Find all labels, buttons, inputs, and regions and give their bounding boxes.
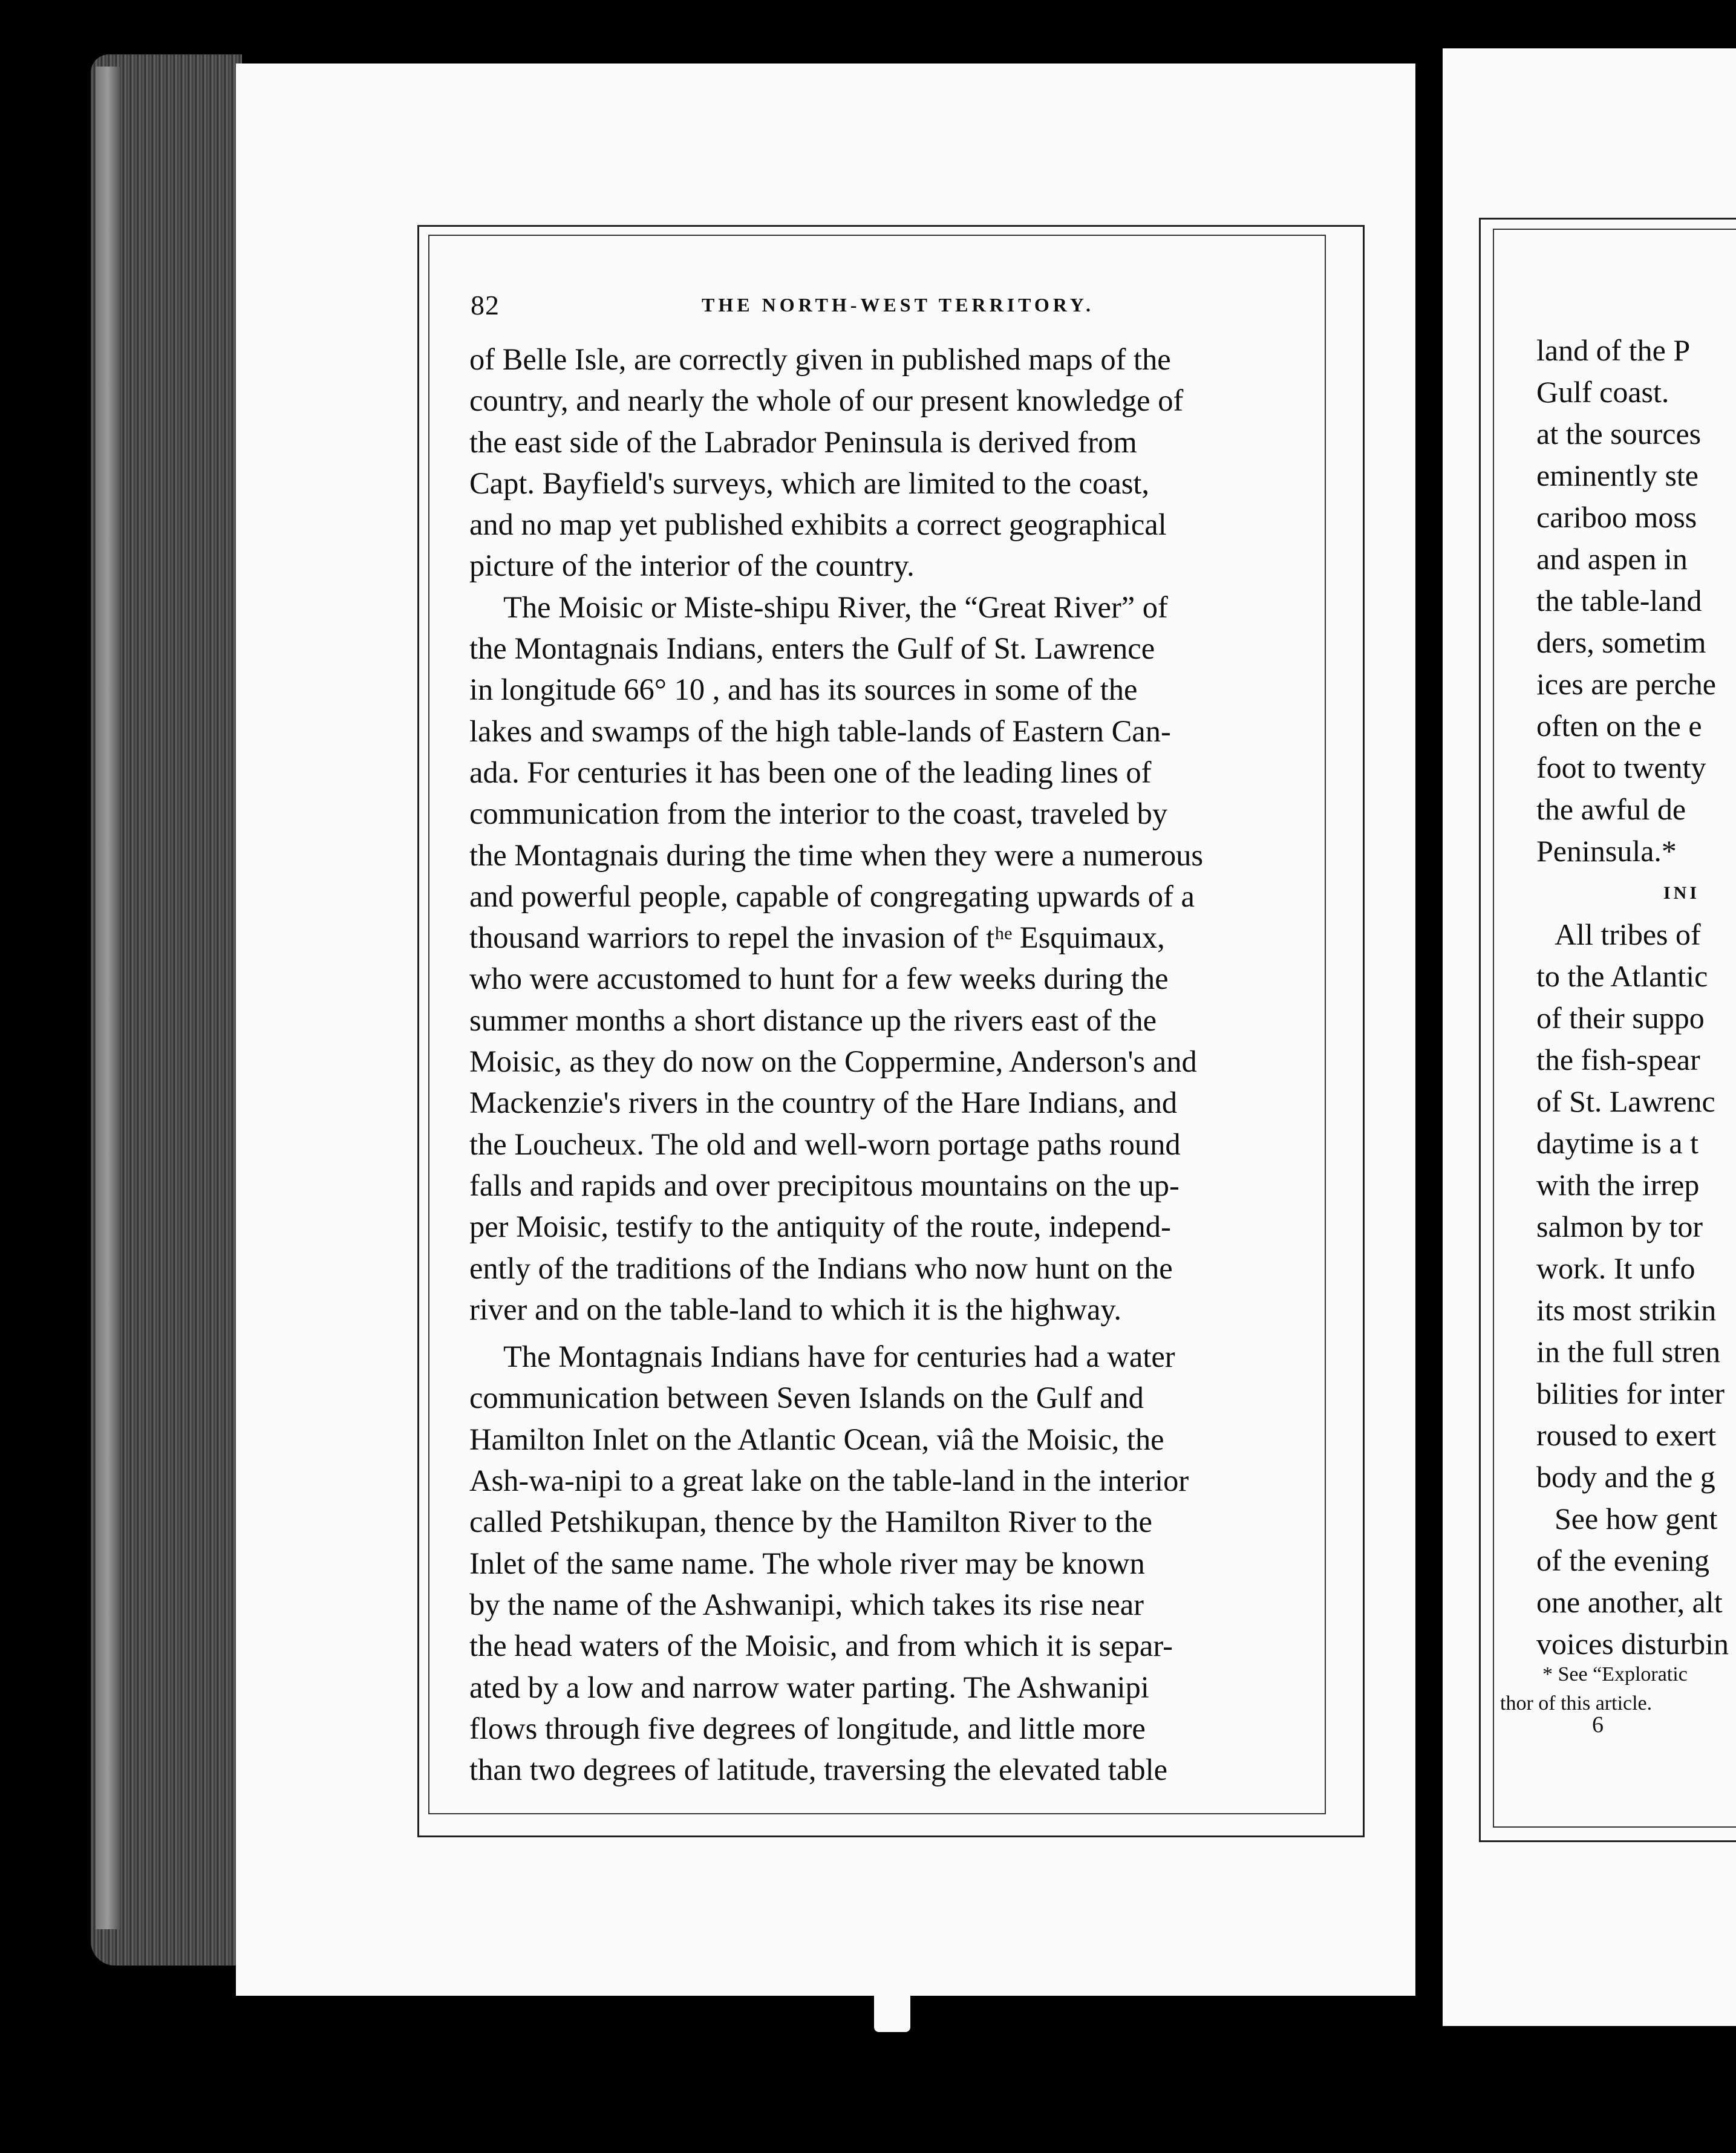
text-line: river and on the table-land to which it is the highway. [469,1292,1121,1326]
text-line: the Loucheux. The old and well-worn portage paths round [469,1127,1181,1161]
text-line: ated by a low and narrow water parting. The Ashwanipi [469,1670,1149,1704]
text-line: cariboo moss [1536,500,1697,534]
text-line: the Montagnais during the time when they were a numerous [469,838,1204,872]
text-line: ada. For centuries it has been one of the leading lines of [469,755,1152,789]
text-line: Ash-wa-nipi to a great lake on the table-land in the interior [469,1464,1189,1498]
text-line: the head waters of the Moisic, and from which it is separ- [469,1629,1173,1663]
text-line: foot to twenty [1536,751,1706,784]
text-line: than two degrees of latitude, traversing the elevated table [469,1753,1168,1787]
text-line: and aspen in [1536,542,1688,576]
text-line: often on the e [1536,709,1702,743]
text-line: communication from the interior to the coast, traveled by [469,796,1168,831]
text-line: Capt. Bayfield's surveys, which are limited to the coast, [469,466,1150,500]
text-line: Mackenzie's rivers in the country of the Hare Indians, and [469,1086,1178,1120]
text-line: the table-land [1536,584,1702,617]
text-line: to the Atlantic [1536,959,1708,993]
right-body-text [1536,330,1736,1665]
text-line: of Belle Isle, are correctly given in published maps of the [469,342,1171,376]
text-line: in the full stren [1536,1335,1721,1369]
text-line: the fish-spear [1536,1043,1700,1076]
text-line: by the name of the Ashwanipi, which takes its rise near [469,1587,1144,1621]
running-head [460,284,1319,321]
text-line: Moisic, as they do now on the Coppermine, Anderson's and [469,1044,1197,1079]
page-edges [96,67,120,1929]
text-line: Gulf coast. [1536,375,1669,409]
text-line: thousand warriors to repel the invasion of tʰᵉ Esquimaux, [469,920,1165,955]
text-line: flows through five degrees of longitude, and little more [469,1711,1146,1745]
text-line: at the sources [1536,417,1702,451]
text-line: in longitude 66° 10 , and has its sources in some of the [469,673,1138,707]
text-line: ices are perche [1536,667,1716,701]
text-line: daytime is a t [1536,1126,1698,1160]
text-line: country, and nearly the whole of our present knowledge of [469,383,1184,418]
text-line: one another, alt [1536,1585,1723,1619]
text-line: ently of the traditions of the Indians who now hunt on the [469,1251,1173,1285]
signature-mark: 6 [1592,1712,1604,1738]
running-title: THE NORTH-WEST TERRITORY. [702,294,1094,316]
right-footnote [1500,1660,1736,1718]
text-line: Peninsula.* [1536,834,1677,868]
text-line: falls and rapids and over precipitous mountains on the up- [469,1168,1180,1202]
left-body-text [469,339,1292,1790]
text-line: its most strikin [1536,1293,1717,1327]
text-line: summer months a short distance up the rivers east of the [469,1003,1157,1037]
text-line: Hamilton Inlet on the Atlantic Ocean, viâ the Moisic, the [469,1422,1164,1456]
text-line: and powerful people, capable of congregating upwards of a [469,879,1195,913]
text-line: with the irrep [1536,1168,1700,1202]
footnote-line: * See “Exploratic [1542,1663,1688,1686]
text-line: Inlet of the same name. The whole river may be known [469,1546,1145,1580]
text-line: called Petshikupan, thence by the Hamilton River to the [469,1505,1152,1539]
text-line: roused to exert [1536,1418,1717,1452]
text-line: picture of the interior of the country. [469,549,915,583]
text-line: See how gent [1555,1502,1718,1536]
page-tab [874,1990,910,2032]
text-line: who were accustomed to hunt for a few weeks during the [469,962,1169,996]
text-line: per Moisic, testify to the antiquity of the route, independ- [469,1210,1171,1244]
text-line: land of the P [1536,333,1691,367]
text-line: the Montagnais Indians, enters the Gulf of St. Lawrence [469,631,1155,666]
text-line: of the evening [1536,1543,1710,1577]
text-line: communication between Seven Islands on the Gulf and [469,1381,1144,1415]
text-line: voices disturbin [1536,1627,1729,1661]
text-line: All tribes of [1555,917,1701,951]
text-line: of St. Lawrenc [1536,1084,1715,1118]
text-line: of their suppo [1536,1001,1705,1035]
text-line: eminently ste [1536,458,1698,492]
text-line: and no map yet published exhibits a correct geographical [469,507,1167,542]
footnote-line: thor of this article. [1500,1692,1653,1715]
text-line: work. It unfo [1536,1251,1695,1285]
text-line: The Montagnais Indians have for centuries had a water [503,1340,1175,1374]
page-number: 82 [471,290,500,321]
text-line: the east side of the Labrador Peninsula is derived from [469,425,1137,459]
text-line: the awful de [1536,792,1686,826]
text-line: The Moisic or Miste-shipu River, the “Great River” of [503,590,1168,624]
text-line: salmon by tor [1536,1210,1703,1243]
gutter [1415,36,1443,2062]
section-heading: INI [1663,883,1700,903]
text-line: body and the g [1536,1460,1715,1494]
text-line: lakes and swamps of the high table-lands of Eastern Can- [469,714,1171,748]
text-line: bilities for inter [1536,1376,1725,1410]
text-line: ders, sometim [1536,625,1706,659]
